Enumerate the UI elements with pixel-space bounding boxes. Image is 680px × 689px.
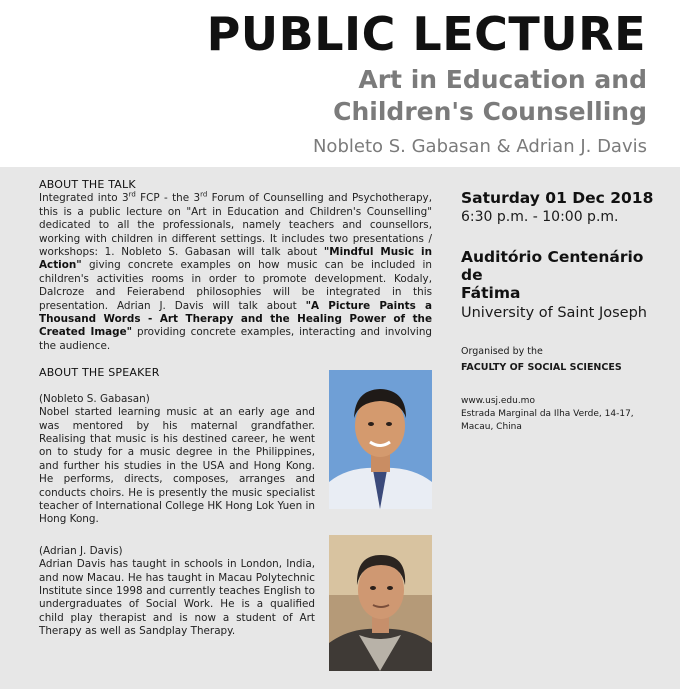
talk-sup-1: rd — [128, 190, 136, 199]
speaker-1-portrait — [329, 370, 432, 509]
organised-by-label: Organised by the — [461, 346, 543, 357]
about-talk-text — [39, 192, 432, 353]
content-band — [0, 167, 680, 689]
talk-text-4: giving concrete examples on how music can be included in children's activities rooms in order to promote development. Kodaly, Dalcroze and Feierabend philosophies will be integrated in this presentation. Adrian J. Davis will talk about — [39, 259, 432, 312]
website-link[interactable]: www.usj.edu.mo — [461, 396, 535, 406]
talk-text-2: FCP - the 3 — [135, 192, 201, 205]
speaker-2-portrait — [329, 535, 432, 671]
address-line-2: Macau, China — [461, 422, 522, 432]
speaker-2-photo — [329, 535, 432, 671]
venue-university: University of Saint Joseph — [461, 305, 647, 321]
subtitle-line-1: Art in Education and — [358, 65, 647, 94]
talk-title-1: "Mindful Music in Action" — [39, 246, 433, 272]
speaker-2-bio: Adrian Davis has taught in schools in London, India, and now Macau. He has taught in Macau Polytechnic Institute since 1998 and currently teaches English to undergraduates of Social Work. He is a qualified child play therapist and is now a student of Art Therapy as well as Sandplay Therapy. — [39, 558, 315, 638]
event-time: 6:30 p.m. - 10:00 p.m. — [461, 209, 619, 225]
event-date: Saturday 01 Dec 2018 — [461, 189, 654, 207]
organiser-name: FACULTY OF SOCIAL SCIENCES — [461, 362, 622, 373]
speaker-2-name: (Adrian J. Davis) — [39, 544, 123, 557]
talk-text-5: providing concrete examples, interacting and involving the audience. — [39, 326, 432, 352]
speaker-1-photo — [329, 370, 432, 509]
event-details — [461, 189, 661, 434]
page-title: PUBLIC LECTURE — [206, 7, 646, 61]
talk-title-2: "A Picture Paints a Thousand Words - Art Therapy and the Healing Power of the Created Image" — [39, 299, 432, 339]
header — [0, 0, 680, 167]
contact-info — [461, 395, 661, 434]
talk-text-3: Forum of Counselling and Psychotherapy, this is a public lecture on "Art in Education and Children's Counselling" dedicated to all the professionals, namely teachers and counsellors, working with children in different settings. It includes two presentations / workshops: 1. Nobleto S. Gabasan will talk about — [39, 192, 432, 259]
about-talk-heading: ABOUT THE TALK — [39, 178, 136, 191]
lecture-subtitle — [333, 64, 647, 128]
talk-text-1: Integrated into 3 — [39, 192, 129, 205]
address-line-1: Estrada Marginal da Ilha Verde, 14-17, — [461, 409, 634, 419]
venue-line-1: Auditório Centenário de — [461, 248, 644, 284]
venue-line-2: Fátima — [461, 284, 521, 302]
speaker-1-name: (Nobleto S. Gabasan) — [39, 392, 150, 405]
speaker-1-bio: Nobel started learning music at an early age and was mentored by his maternal grandfather. Realising that music is his destined career, he went on to study for a music degree in the Philippines, and further his studies in the USA and Hong Kong. He performs, directs, composes, arranges and conducts choirs. He is presently the music specialist teacher of International College HK Hong Lok Yuen in Hong Kong. — [39, 406, 315, 526]
event-venue — [461, 248, 661, 302]
speakers-line: Nobleto S. Gabasan & Adrian J. Davis — [312, 136, 647, 157]
about-speaker-heading: ABOUT THE SPEAKER — [39, 366, 160, 380]
talk-sup-2: rd — [200, 190, 208, 199]
subtitle-line-2: Children's Counselling — [333, 97, 647, 126]
